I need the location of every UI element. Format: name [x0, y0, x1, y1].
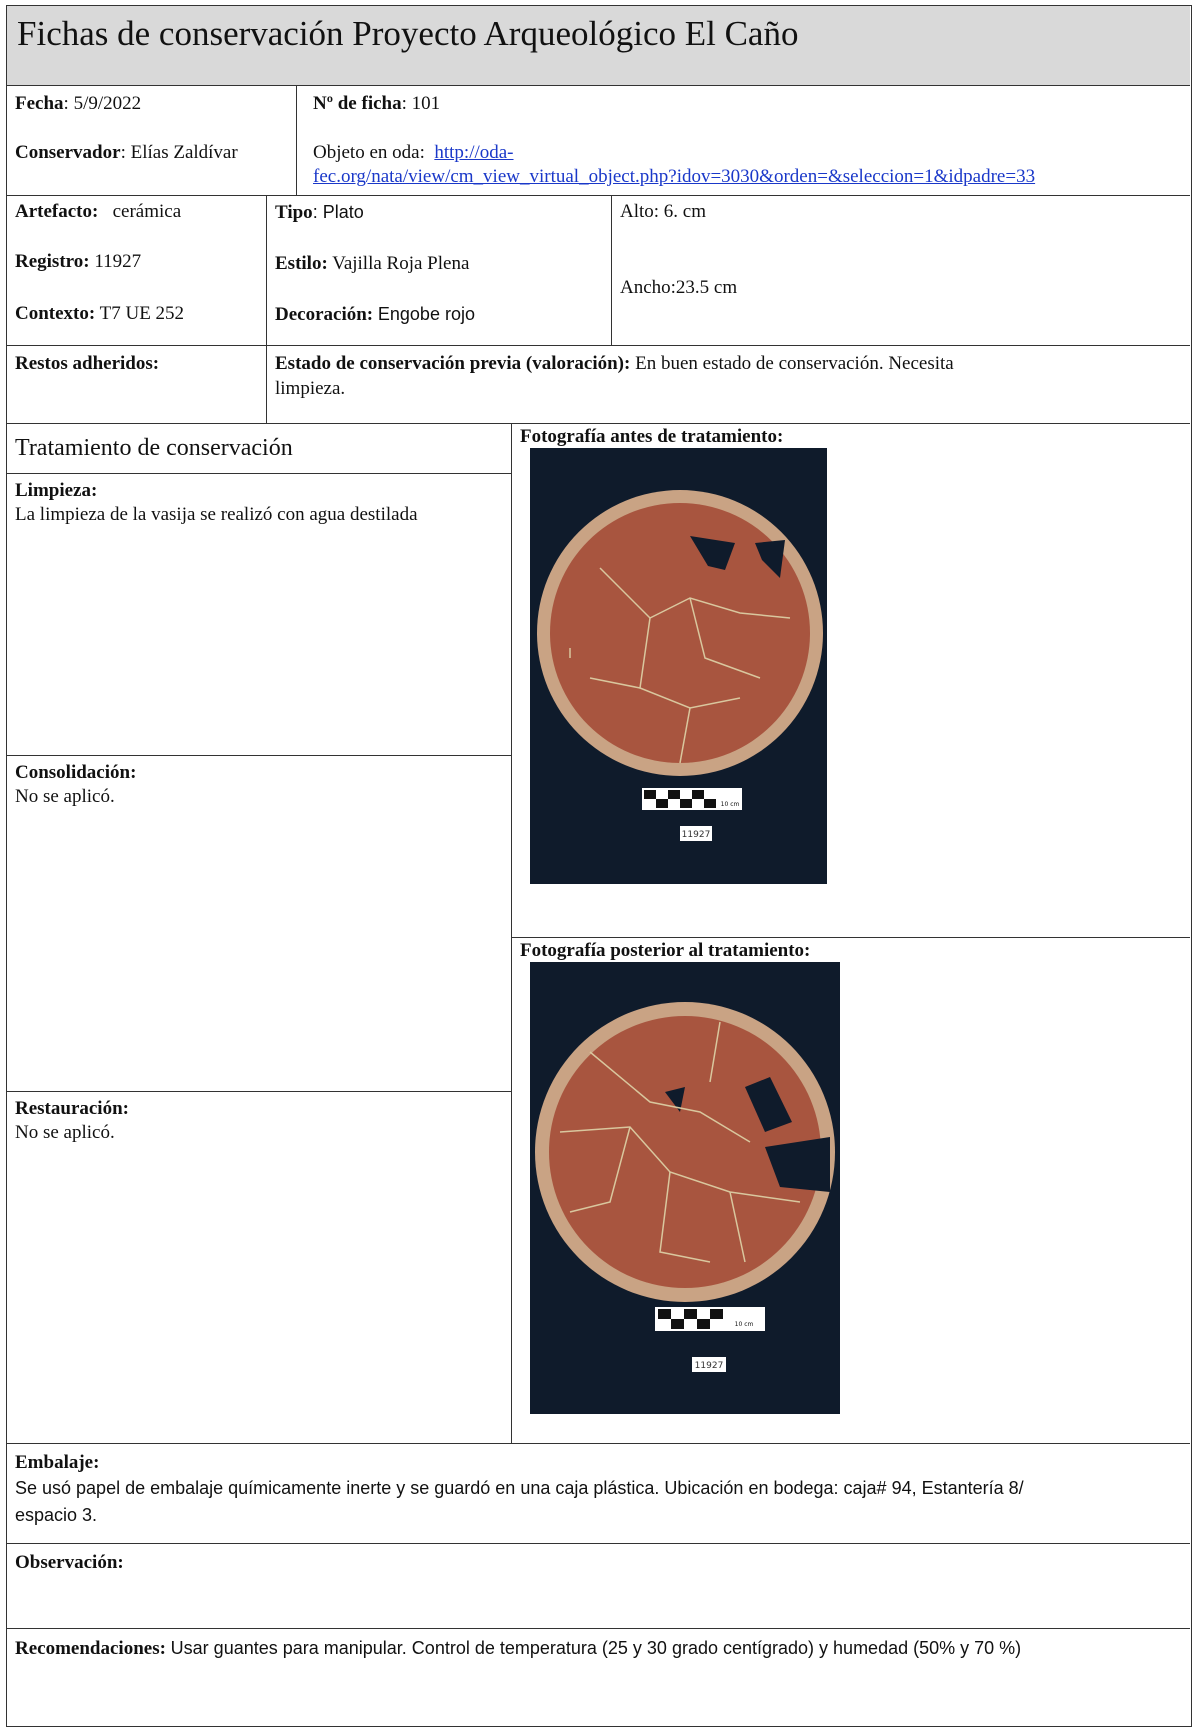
contexto-field: Contexto: T7 UE 252 [15, 303, 185, 324]
consolidacion-cell [7, 756, 512, 1092]
scale-text: 10 cm [720, 801, 740, 808]
restauracion-cell [7, 1092, 512, 1444]
decoracion-field: Decoración: Engobe rojo [275, 304, 475, 325]
estilo-field: Estilo: Vajilla Roja Plena [275, 253, 470, 274]
scale-bar [655, 1307, 765, 1331]
conservador-field: Conservador: Elías Zaldívar [15, 142, 238, 163]
limpieza-value: La limpieza de la vasija se realizó con agua destilada [15, 504, 418, 525]
alto-field: Alto: 6. cm [620, 201, 707, 222]
scale-bar [642, 788, 742, 810]
recomendaciones-field: Recomendaciones: Usar guantes para manipular. Control de temperatura (25 y 30 grado centígrado) y humedad (50% y 70 %) [15, 1638, 1022, 1659]
limpieza-label: Limpieza: [15, 480, 98, 501]
registro-field: Registro: 11927 [15, 251, 142, 272]
tipo-cell [267, 196, 612, 346]
observacion-label: Observación: [15, 1552, 124, 1573]
restauracion-value: No se aplicó. [15, 1122, 115, 1143]
objeto-link-line1[interactable]: http://oda- [434, 142, 514, 163]
foto-despues-label: Fotografía posterior al tratamiento: [520, 940, 811, 961]
observacion-cell [7, 1544, 1190, 1629]
before-treatment-photo [530, 448, 827, 884]
objeto-link-line2-wrap [313, 165, 1035, 189]
consolidacion-value: No se aplicó. [15, 786, 115, 807]
ficha-field: Nº de ficha: 101 [313, 93, 441, 114]
scale-text: 10 cm [734, 1321, 754, 1328]
embalaje-line2: espacio 3. [15, 1505, 98, 1525]
fecha-field: Fecha: 5/9/2022 [15, 93, 142, 114]
tag-label: 11927 [694, 1361, 724, 1371]
embalaje-line1: Se usó papel de embalaje químicamente inerte y se guardó en una caja plástica. Ubicación en bodega: caja# 94, Estantería 8/ [15, 1478, 1024, 1498]
embalaje-cell [7, 1444, 1190, 1544]
artefacto-field: Artefacto: cerámica [15, 201, 182, 222]
consolidacion-label: Consolidación: [15, 762, 137, 783]
foto-despues-cell [512, 938, 1190, 1444]
restos-field: Restos adheridos: [15, 353, 160, 374]
artefacto-cell [7, 196, 267, 346]
objeto-link-line2[interactable]: fec.org/nata/view/cm_view_virtual_object.php?idov=3030&orden=&seleccion=1&idpadre=33 [313, 166, 1036, 187]
before-treatment-photo-svg [530, 448, 827, 884]
limpieza-cell [7, 474, 512, 756]
embalaje-label: Embalaje: [15, 1452, 100, 1473]
tipo-field: Tipo: Plato [275, 202, 364, 223]
after-treatment-photo [530, 962, 840, 1414]
tratamiento-header [7, 424, 512, 474]
tag-label: 11927 [681, 830, 711, 840]
fecha-cell [7, 86, 297, 196]
recomendaciones-cell [7, 1629, 1190, 1725]
restauracion-label: Restauración: [15, 1098, 129, 1119]
objeto-field: Objeto en oda: http://oda- [313, 142, 514, 163]
medidas-cell [612, 196, 1190, 346]
conservation-sheet [6, 5, 1192, 1727]
restos-cell [7, 346, 267, 424]
page-title: Fichas de conservación Proyecto Arqueológico El Caño [17, 14, 799, 53]
tratamiento-title: Tratamiento de conservación [15, 435, 293, 461]
title-bar [7, 6, 1190, 86]
after-treatment-photo-svg [530, 962, 840, 1414]
ficha-cell [297, 86, 1190, 196]
foto-antes-label: Fotografía antes de tratamiento: [520, 426, 784, 447]
foto-antes-cell [512, 424, 1190, 938]
estado-field: Estado de conservación previa (valoración): En buen estado de conservación. Necesita [275, 353, 954, 374]
estado-cell [267, 346, 1190, 424]
estado-line2: limpieza. [275, 378, 346, 399]
ancho-field: Ancho:23.5 cm [620, 277, 738, 298]
